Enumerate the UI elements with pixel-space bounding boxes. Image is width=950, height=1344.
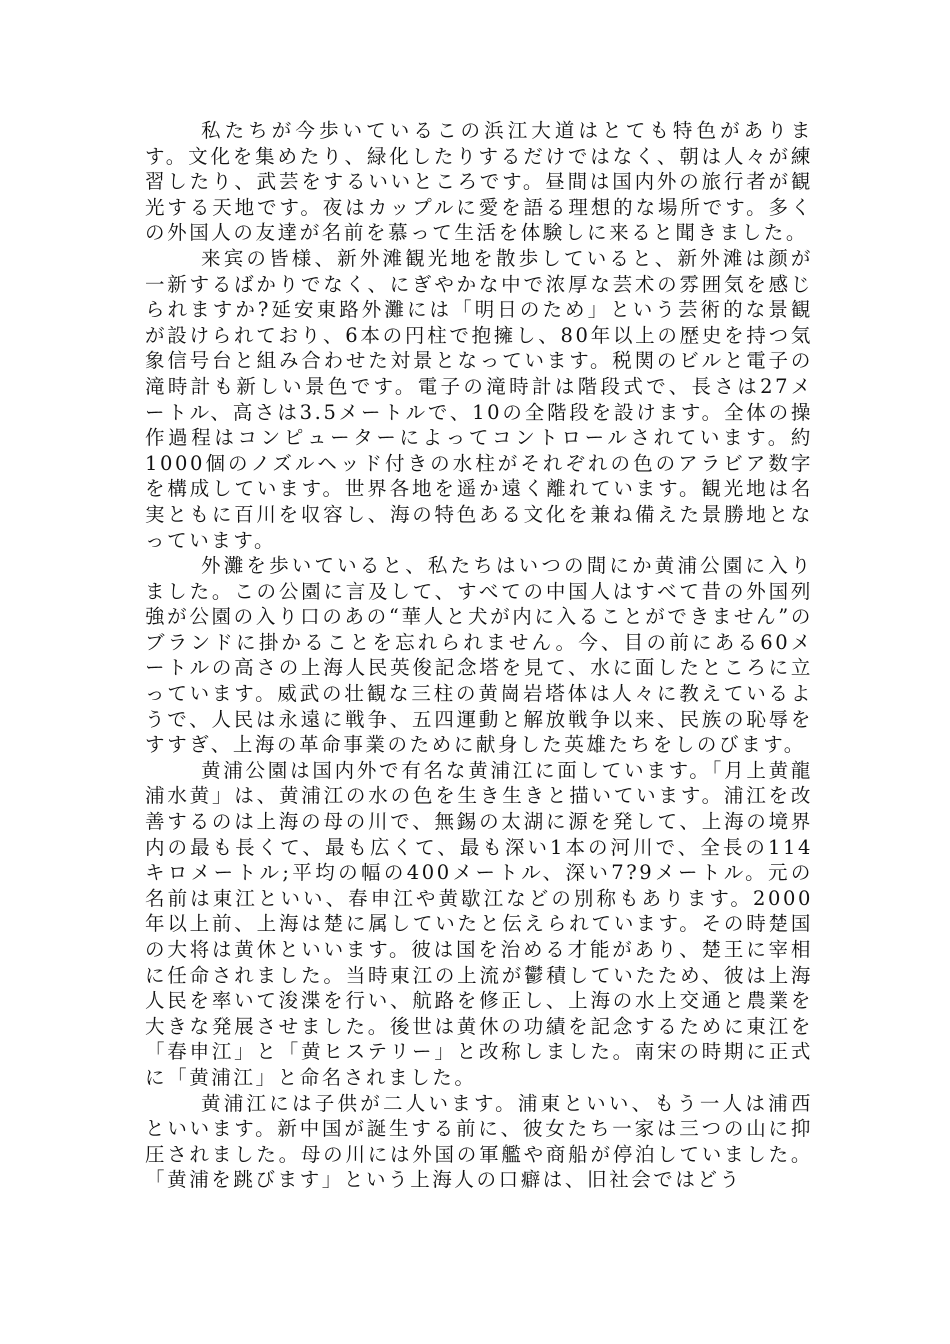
paragraph-new-bund: 来宾の皆様、新外滩観光地を散歩していると、新外滩は颜が一新するばかりでなく、にぎやかな中で浓厚な芸术の雰囲気を感じられますか?延安東路外灘には「明日のため」という芸術的な景観が設けられており、6本の円柱で抱擁し、80年以上の歴史を持つ気象信号台と組み合わせた対景となっています。税関のビルと電子の滝時計も新しい景色です。電子の滝時計は階段式で、長さは27メートル、高さは3.5メートルで、10の全階段を設けます。全体の操作過程はコンピューターによってコントロールされています。約1000個のノズルヘッド付きの水柱がそれぞれの色のアラビア数字を構成しています。世界各地を遥か遠く離れています。観光地は名実ともに百川を収容し、海の特色ある文化を兼ね備えた景勝地となっています。 [145, 246, 813, 552]
document-body [145, 118, 813, 1193]
paragraph-binjiang-avenue: 私たちが今歩いているこの浜江大道はとても特色があります。文化を集めたり、緑化したりするだけではなく、朝は人々が練習したり、武芸をするいいところです。昼間は国内外の旅行者が観光する天地です。夜はカップルに愛を語る理想的な場所です。多くの外国人の友達が名前を慕って生活を体験しに来ると聞きました。 [145, 119, 813, 245]
paragraph-huangpu-river: 黄浦公園は国内外で有名な黄浦江に面しています。「月上黄龍浦水黄」は、黄浦江の水の色を生き生きと描いています。浦江を改善するのは上海の母の川で、無錫の太湖に源を発して、上海の境界内の最も長くて、最も広くて、最も深い1本の河川で、全長の114キロメートル;平均の幅の400メートル、深い7?9メートル。元の名前は東江といい、春申江や黄歇江などの別称もあります。2000年以上前、上海は楚に属していたと伝えられています。その時楚国の大将は黄休といいます。彼は国を治める才能があり、楚王に宰相に任命されました。当時東江の上流が鬱積していたため、彼は上海人民を率いて浚渫を行い、航路を修正し、上海の水上交通と農業を大きな発展させました。後世は黄休の功績を記念するために東江を「春申江」と「黄ヒステリー」と改称しました。南宋の時期に正式に「黄浦江」と命名されました。 [145, 758, 813, 1089]
paragraph-huangpu-park: 外灘を歩いていると、私たちはいつの間にか黄浦公園に入りました。この公園に言及して、すべての中国人はすべて昔の外国列強が公園の入り口のあの“華人と犬が内に入ることができません”のブランドに掛かることを忘れられません。今、目の前にある60メートルの高さの上海人民英俊記念塔を見て、水に面したところに立っています。威武の壮観な三柱の黄崗岩塔体は人々に教えているようで、人民は永遠に戦争、五四運動と解放戦争以来、民族の恥辱をすすぎ、上海の革命事業のために献身した英雄たちをしのびます。 [145, 554, 813, 757]
paragraph-river-children: 黄浦江には子供が二人います。浦東といい、もう一人は浦西といいます。新中国が誕生する前に、彼女たち一家は三つの山に抑圧されました。母の川には外国の軍艦や商船が停泊していました。「黄浦を跳びます」という上海人の口癖は、旧社会ではどう [145, 1091, 813, 1192]
